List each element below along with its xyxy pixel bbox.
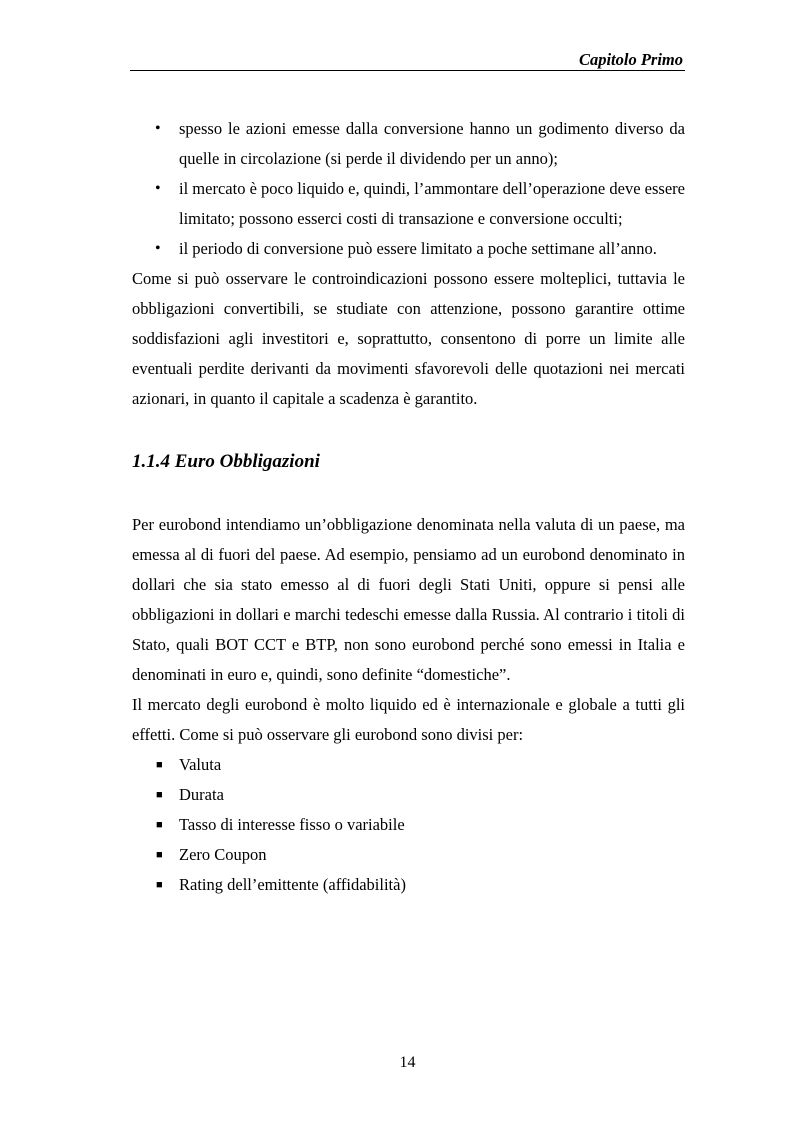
bullet-dot-icon: • (155, 240, 161, 257)
list-item-text: Durata (179, 785, 224, 804)
list-item-text: Rating dell’emittente (affidabilità) (179, 875, 406, 894)
section-heading: 1.1.4 Euro Obbligazioni (132, 451, 320, 472)
list-item (132, 840, 685, 870)
paragraph-conclusion: Come si può osservare le controindicazioni possono essere molteplici, tuttavia le obbligazioni convertibili, se studiate con attenzione, possono garantire ottime soddisfazioni agli investitori e, soprattutto, consentono di porre un limite alle eventuali perdite derivanti da movimenti sfavorevoli delle quotazioni nei mercati azionari, in quanto il capitale a scadenza è garantito. (132, 269, 685, 408)
list-item (132, 870, 685, 900)
list-item (132, 114, 685, 174)
list-item-text: Tasso di interesse fisso o variabile (179, 815, 405, 834)
page-number: 14 (399, 1054, 416, 1071)
list-item (132, 810, 685, 840)
list-item-text: spesso le azioni emesse dalla conversione hanno un godimento diverso da quelle in circolazione (si perde il dividendo per un anno); (179, 119, 685, 168)
list-item-text: il periodo di conversione può essere limitato a poche settimane all’anno. (179, 239, 657, 258)
bullet-square-icon: ■ (156, 849, 163, 861)
list-item (132, 780, 685, 810)
running-header: Capitolo Primo (578, 50, 683, 69)
bullet-square-icon: ■ (156, 759, 163, 771)
list-item-text: Valuta (179, 755, 222, 774)
bullet-dot-icon: • (155, 180, 161, 197)
bullet-list-disadvantages (132, 114, 685, 264)
page-body (132, 114, 685, 900)
list-item (132, 750, 685, 780)
paragraph-eurobond-definition: Per eurobond intendiamo un’obbligazione denominata nella valuta di un paese, ma emessa al di fuori del paese. Ad esempio, pensiamo ad un eurobond denominato in dollari che sia stato emesso al di fuori degli Stati Uniti, oppure si pensi alle obbligazioni in dollari e marchi tedeschi emesse dalla Russia. Al contrario i titoli di Stato, quali BOT CCT e BTP, non sono eurobond perché sono emessi in Italia e denominati in euro e, quindi, sono definite “domestiche”. (132, 515, 685, 684)
bullet-square-icon: ■ (156, 819, 163, 831)
list-item-text: Zero Coupon (179, 845, 267, 864)
header-rule (130, 70, 685, 71)
bullet-square-icon: ■ (156, 879, 163, 891)
bullet-list-eurobond-categories (132, 750, 685, 900)
list-item (132, 234, 685, 264)
list-item (132, 174, 685, 234)
bullet-square-icon: ■ (156, 789, 163, 801)
paragraph-eurobond-market: Il mercato degli eurobond è molto liquido ed è internazionale e globale a tutti gli effetti. Come si può osservare gli eurobond sono divisi per: (132, 695, 685, 744)
list-item-text: il mercato è poco liquido e, quindi, l’ammontare dell’operazione deve essere limitato; possono esserci costi di transazione e conversione occulti; (179, 179, 685, 228)
bullet-dot-icon: • (155, 120, 161, 137)
